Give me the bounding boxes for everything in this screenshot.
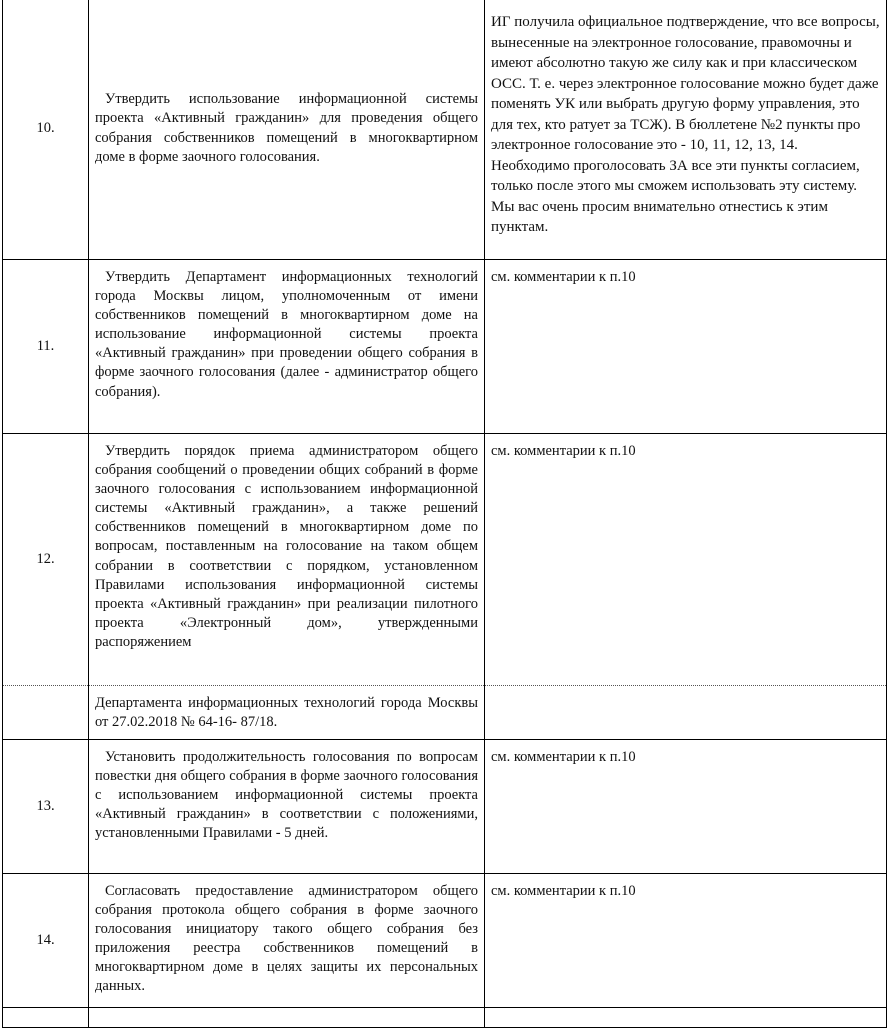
table-row	[3, 0, 887, 260]
empty-cell	[3, 1008, 89, 1028]
empty-cell	[3, 686, 89, 740]
table-row	[3, 740, 887, 874]
table-row	[3, 874, 887, 1008]
item-question-continuation: Департамента информационных технологий города Москвы от 27.02.2018 № 64-16- 87/18.	[89, 686, 485, 740]
item-question: Утвердить Департамент информационных технологий города Москвы лицом, уполномоченным от имени собственников помещений в многоквартирном доме на использование информационной системы проекта «Активный гражданин» при проведении общего собрания в форме заочного голосования (далее - администратор общего собрания).	[89, 260, 485, 434]
agenda-table	[2, 0, 887, 1028]
table-row	[3, 434, 887, 686]
item-comment: см. комментарии к п.10	[485, 260, 887, 434]
item-number: 14.	[3, 874, 89, 1008]
item-number: 11.	[3, 260, 89, 434]
item-comment: см. комментарии к п.10	[485, 434, 887, 686]
item-question: Утвердить порядок приема администратором общего собрания сообщений о проведении общих собраний в форме заочного голосования с использованием информационной системы «Активный гражданин», а также решений собственников помещений в многоквартирном доме по вопросам, поставленным на голосование на таком общем собрании в соответствии с порядком, установленном Правилами использования информационной системы проекта «Активный гражданин» при реализации пилотного проекта «Электронный дом», утвержденными распоряжением	[89, 434, 485, 686]
item-question: Установить продолжительность голосования по вопросам повестки дня общего собрания в форме заочного голосования с использованием информационной системы проекта «Активный гражданин» в соответствии с положениями, установленными Правилами - 5 дней.	[89, 740, 485, 874]
table-row	[3, 686, 887, 740]
item-question: Утвердить использование информационной системы проекта «Активный гражданин» для проведения общего собрания собственников помещений в многоквартирном доме в форме заочного голосования.	[89, 0, 485, 260]
item-comment: ИГ получила официальное подтверждение, что все вопросы, вынесенные на электронное голосование, правомочны и имеют абсолютно такую же силу как и при классическом ОСС. Т. е. через электронное голосование можно будет даже поменять УК или выбрать другую форму управления, это для тех, кто ратует за ТСЖ). В бюллетене №2 пункты про электронное голосование это - 10, 11, 12, 13, 14. Необходимо проголосовать ЗА все эти пункты согласием, только после этого мы сможем использовать эту систему. Мы вас очень просим внимательно отнестись к этим пунктам.	[485, 0, 887, 260]
table-row	[3, 1008, 887, 1028]
item-question: Согласовать предоставление администратором общего собрания протокола общего собрания в форме заочного голосования инициатору такого общего собрания без приложения реестра собственников помещений в многоквартирном доме в целях защиты их персональных данных.	[89, 874, 485, 1008]
item-number: 13.	[3, 740, 89, 874]
empty-cell	[89, 1008, 485, 1028]
empty-cell	[485, 1008, 887, 1028]
item-number: 10.	[3, 0, 89, 260]
table-row	[3, 260, 887, 434]
item-comment: см. комментарии к п.10	[485, 874, 887, 1008]
item-number: 12.	[3, 434, 89, 686]
item-comment: см. комментарии к п.10	[485, 740, 887, 874]
empty-cell	[485, 686, 887, 740]
